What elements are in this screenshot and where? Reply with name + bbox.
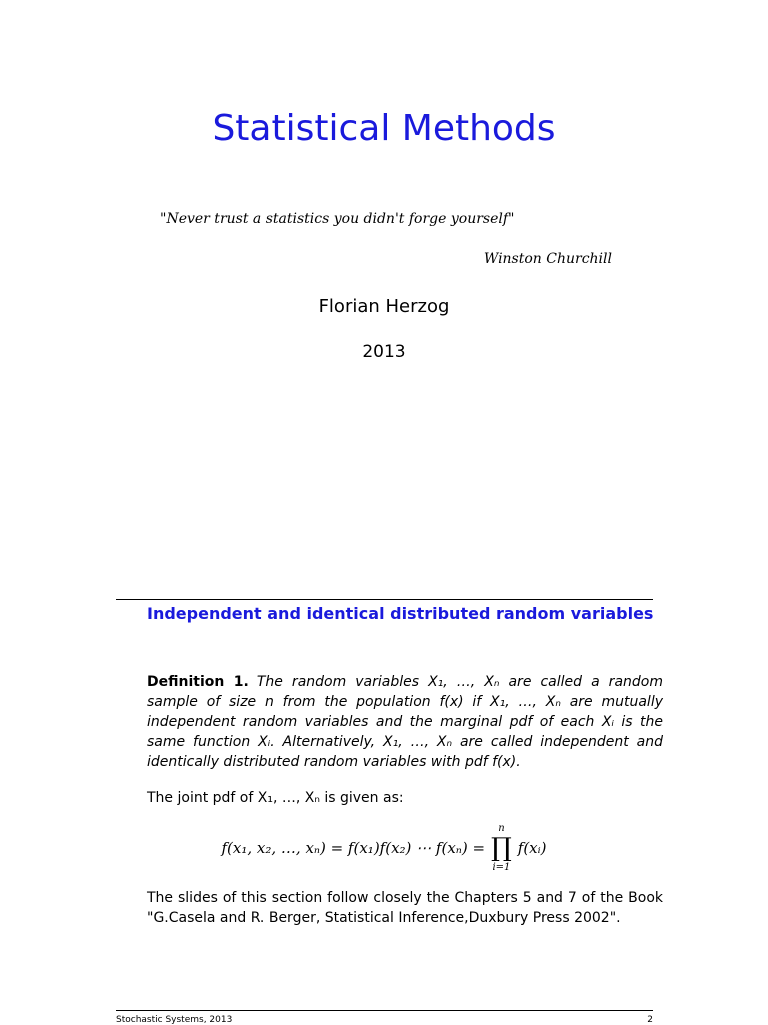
author-name: Florian Herzog — [318, 296, 450, 317]
product-operator — [491, 823, 512, 873]
joint-pdf-text: The joint pdf of X₁, …, Xₙ is given as: — [147, 790, 404, 806]
definition-label: Definition 1. — [147, 674, 249, 690]
definition-text: The random variables X₁, …, Xₙ are called a random sample of size n from the population f(x) if X₁, …, Xₙ are mutually independent random variables and the marginal pdf of each Xᵢ is the same function Xᵢ. Alternatively, X₁, …, Xₙ are called independent and identically distributed random variables with pdf f(x). — [147, 674, 663, 770]
definition-paragraph — [147, 672, 663, 772]
slide-divider — [116, 599, 653, 600]
formula-rhs: f(xᵢ) — [517, 839, 547, 857]
joint-pdf-formula — [0, 822, 768, 874]
product-upper-limit: n — [498, 823, 505, 834]
section-title: Independent and identical distributed random variables — [147, 604, 654, 623]
footer-divider — [116, 1010, 653, 1011]
formula-lhs: f(x₁, x₂, …, xₙ) = f(x₁)f(x₂) ⋯ f(xₙ) = — [221, 839, 486, 857]
slides-note: The slides of this section follow closely the Chapters 5 and 7 of the Book "G.Casela and R. Berger, Statistical Inference,Duxbury Press 2002". — [147, 890, 663, 926]
quote-text: "Never trust a statistics you didn't forge yourself" — [160, 211, 515, 227]
slide-title: Statistical Methods — [212, 108, 556, 149]
product-lower-limit: i=1 — [492, 862, 511, 873]
page-number: 2 — [647, 1015, 653, 1025]
quote-author: Winston Churchill — [483, 251, 612, 267]
product-symbol: ∏ — [491, 833, 512, 863]
year: 2013 — [362, 342, 406, 362]
footer-left: Stochastic Systems, 2013 — [116, 1015, 233, 1025]
